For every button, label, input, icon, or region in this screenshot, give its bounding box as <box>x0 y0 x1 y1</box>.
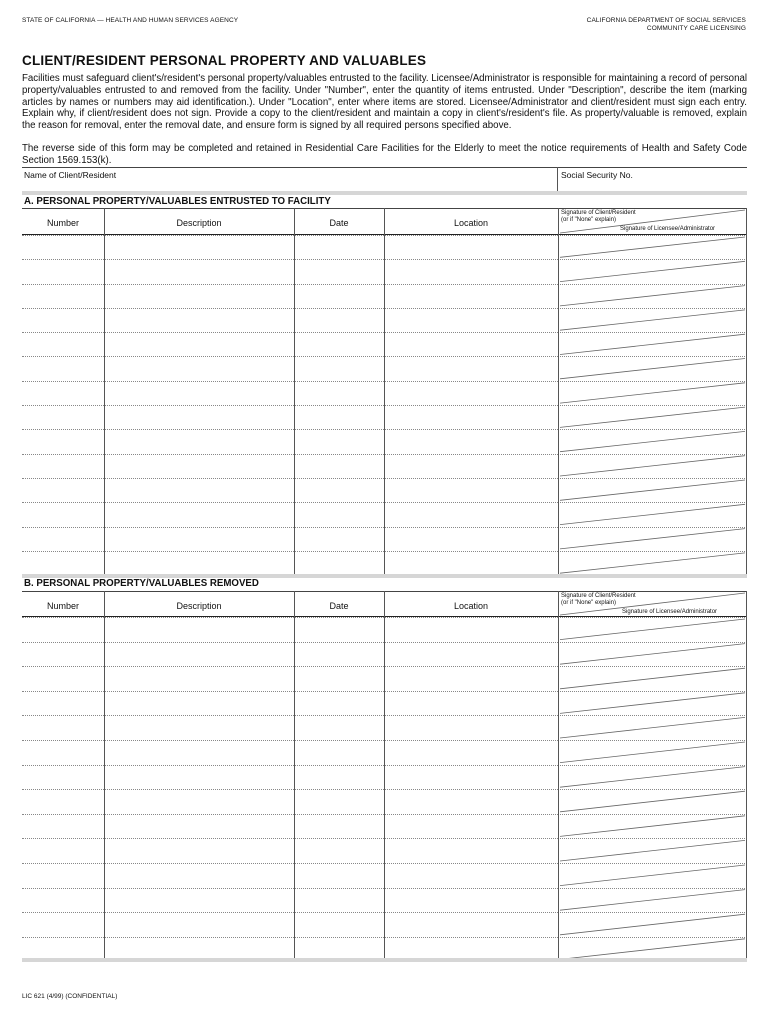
section-b-cell-date[interactable] <box>294 839 384 864</box>
ssn-label: Social Security No. <box>561 170 633 180</box>
section-b-col-date: Date <box>329 601 349 611</box>
section-b-cell-number[interactable] <box>22 814 104 839</box>
section-b-cell-location[interactable] <box>384 667 558 692</box>
field-top-rule <box>22 167 747 168</box>
section-a-cell-date[interactable] <box>294 357 384 381</box>
section-b-sig-admin-label: Signature of Licensee/Administrator <box>622 609 718 615</box>
section-a-cell-location[interactable] <box>384 260 558 284</box>
section-b-cell-description[interactable] <box>104 691 294 716</box>
section-b-cell-description[interactable] <box>104 863 294 888</box>
section-a-cell-number[interactable] <box>22 551 104 575</box>
section-a-row-diagonal <box>560 261 745 281</box>
section-a-cell-description[interactable] <box>104 478 294 502</box>
section-a-cell-description[interactable] <box>104 357 294 381</box>
section-b-cell-date[interactable] <box>294 913 384 938</box>
section-a-cell-date[interactable] <box>294 284 384 308</box>
section-b-cell-description[interactable] <box>104 740 294 765</box>
form-number-footer: LIC 621 (4/99) (CONFIDENTIAL) <box>22 993 118 1000</box>
section-a-row-diagonal <box>560 480 745 500</box>
section-a-row-diagonal <box>560 334 745 354</box>
section-a-col-location: Location <box>453 218 489 228</box>
section-b-cell-number[interactable] <box>22 740 104 765</box>
section-a-cell-number[interactable] <box>22 381 104 405</box>
section-b-cell-date[interactable] <box>294 790 384 815</box>
section-b-cell-date[interactable] <box>294 740 384 765</box>
section-a-row-diagonal <box>560 383 745 403</box>
section-b-row-diagonal <box>560 717 745 738</box>
section-b-cell-description[interactable] <box>104 913 294 938</box>
client-name-label: Name of Client/Resident <box>24 170 117 180</box>
department-name: CALIFORNIA DEPARTMENT OF SOCIAL SERVICES <box>586 17 746 24</box>
section-b-header-diagonal <box>560 593 745 615</box>
section-a-cell-date[interactable] <box>294 503 384 527</box>
section-a-cell-location[interactable] <box>384 478 558 502</box>
section-a-cell-description[interactable] <box>104 406 294 430</box>
section-a-cell-date[interactable] <box>294 454 384 478</box>
section-b-cell-description[interactable] <box>104 790 294 815</box>
section-a-row-diagonal <box>560 286 745 306</box>
section-a-cell-date[interactable] <box>294 430 384 454</box>
section-b-row-diagonal <box>560 644 745 665</box>
bottom-shade-bar <box>22 958 747 962</box>
section-b-cell-description[interactable] <box>104 839 294 864</box>
section-a-row-diagonal <box>560 529 745 549</box>
section-a-cell-date[interactable] <box>294 333 384 357</box>
section-a-cell-number[interactable] <box>22 454 104 478</box>
section-a-cell-location[interactable] <box>384 503 558 527</box>
reverse-side-note: The reverse side of this form may be completed and retained in Residential Care Facilities for the Elderly to meet the notice requirements of Health and Safety Code Section 1569.153(k). <box>22 143 747 166</box>
section-b-cell-number[interactable] <box>22 716 104 741</box>
section-b-cell-date[interactable] <box>294 667 384 692</box>
section-a-table <box>22 208 747 578</box>
section-a-col-description: Description <box>176 218 222 228</box>
section-a-cell-date[interactable] <box>294 308 384 332</box>
section-b-title: B. PERSONAL PROPERTY/VALUABLES REMOVED <box>24 578 259 589</box>
section-b-col-location: Location <box>453 601 489 611</box>
section-b-sig-client-label: Signature of Client/Resident (or if "None" explain) <box>561 593 636 606</box>
section-a-cell-number[interactable] <box>22 406 104 430</box>
section-b-row-diagonal <box>560 840 745 861</box>
section-b-cell-number[interactable] <box>22 913 104 938</box>
section-a-col-date: Date <box>329 218 349 228</box>
section-a-cell-number[interactable] <box>22 478 104 502</box>
section-a-cell-description[interactable] <box>104 454 294 478</box>
instructions-paragraph: Facilities must safeguard client's/resident's personal property/valuables entrusted to the facility. Licensee/Administrator is responsible for maintaining a record of personal property/valuables entrusted to and removed from the facility. Under "Number", enter the quantity of items entrusted. Under "Description", describe the item (marking articles by names or numbers may aid identification.). Under "Location", enter where items are stored. Licensee/Administrator and client/resident must sign each entry. Explain why, if client/resident does not sign. Provide a copy to the client/resident and maintain a copy in client's/resident's file. As property/valuable is removed, explain the reason for removal, enter the removal date, and ensure form is signed by all required persons specified above. <box>22 73 747 132</box>
section-a-shade-bar <box>22 191 747 195</box>
section-a-cell-description[interactable] <box>104 333 294 357</box>
section-b-cell-number[interactable] <box>22 642 104 667</box>
section-a-cell-description[interactable] <box>104 284 294 308</box>
section-a-cell-description[interactable] <box>104 236 294 260</box>
section-b-row-diagonal <box>560 816 745 837</box>
section-a-title: A. PERSONAL PROPERTY/VALUABLES ENTRUSTED TO FACILITY <box>24 196 331 207</box>
section-b-cell-date[interactable] <box>294 716 384 741</box>
section-a-cell-location[interactable] <box>384 284 558 308</box>
section-b-cell-date[interactable] <box>294 691 384 716</box>
section-a-cell-location[interactable] <box>384 236 558 260</box>
section-b-col-description: Description <box>176 601 222 611</box>
section-a-sig-admin-label: Signature of Licensee/Administrator <box>620 226 716 232</box>
section-a-cell-location[interactable] <box>384 406 558 430</box>
client-name-field[interactable] <box>22 169 557 191</box>
section-a-row-diagonal <box>560 310 745 330</box>
section-b-row-diagonal <box>560 865 745 886</box>
section-b-cell-location[interactable] <box>384 740 558 765</box>
section-b-cell-location[interactable] <box>384 642 558 667</box>
section-a-cell-description[interactable] <box>104 503 294 527</box>
section-b-cell-location[interactable] <box>384 888 558 913</box>
section-b-cell-date[interactable] <box>294 765 384 790</box>
section-a-row-diagonal <box>560 237 745 257</box>
section-b-row-diagonal <box>560 791 745 812</box>
section-b-cell-location[interactable] <box>384 691 558 716</box>
section-a-col-number: Number <box>46 218 79 228</box>
section-b-cell-description[interactable] <box>104 642 294 667</box>
section-a-row-diagonal <box>560 359 745 379</box>
section-a-cell-date[interactable] <box>294 381 384 405</box>
section-a-cell-location[interactable] <box>384 527 558 551</box>
section-a-cell-number[interactable] <box>22 527 104 551</box>
section-a-cell-number[interactable] <box>22 260 104 284</box>
section-b-cell-number[interactable] <box>22 863 104 888</box>
section-b-cell-date[interactable] <box>294 888 384 913</box>
section-a-signature-diagonals <box>558 208 747 574</box>
section-a-cell-description[interactable] <box>104 527 294 551</box>
section-b-signature-diagonals <box>558 591 747 959</box>
section-a-cell-date[interactable] <box>294 478 384 502</box>
section-b-cell-number[interactable] <box>22 691 104 716</box>
section-a-cell-date[interactable] <box>294 406 384 430</box>
section-b-cell-description[interactable] <box>104 618 294 643</box>
section-a-cell-location[interactable] <box>384 430 558 454</box>
division-name: COMMUNITY CARE LICENSING <box>646 25 746 32</box>
section-a-row-diagonal <box>560 504 745 524</box>
section-a-cell-description[interactable] <box>104 430 294 454</box>
section-a-cell-number[interactable] <box>22 333 104 357</box>
section-b-cell-location[interactable] <box>384 913 558 938</box>
section-b-cell-description[interactable] <box>104 814 294 839</box>
form-title: CLIENT/RESIDENT PERSONAL PROPERTY AND VALUABLES <box>22 53 427 68</box>
section-b-row-diagonal <box>560 767 745 788</box>
section-b-cell-description[interactable] <box>104 888 294 913</box>
section-b-cell-number[interactable] <box>22 790 104 815</box>
section-b-cell-location[interactable] <box>384 863 558 888</box>
section-b-cell-location[interactable] <box>384 618 558 643</box>
section-b-cell-location[interactable] <box>384 765 558 790</box>
section-b-cell-location[interactable] <box>384 839 558 864</box>
section-a-cell-description[interactable] <box>104 551 294 575</box>
section-b-row-diagonal <box>560 914 745 935</box>
section-b-row-diagonal <box>560 668 745 689</box>
section-b-cell-description[interactable] <box>104 716 294 741</box>
section-a-row-diagonal <box>560 553 745 573</box>
section-a-cell-location[interactable] <box>384 357 558 381</box>
section-b-cell-number[interactable] <box>22 667 104 692</box>
section-a-row-diagonal <box>560 456 745 476</box>
section-b-cell-location[interactable] <box>384 790 558 815</box>
section-b-row-diagonal <box>560 742 745 763</box>
section-a-cell-number[interactable] <box>22 236 104 260</box>
section-a-cell-date[interactable] <box>294 527 384 551</box>
section-a-cell-date[interactable] <box>294 260 384 284</box>
section-b-cell-description[interactable] <box>104 765 294 790</box>
section-a-cell-number[interactable] <box>22 308 104 332</box>
section-a-cell-description[interactable] <box>104 308 294 332</box>
section-b-row-diagonal <box>560 693 745 714</box>
section-b-cell-description[interactable] <box>104 667 294 692</box>
section-b-cell-number[interactable] <box>22 618 104 643</box>
section-b-cell-location[interactable] <box>384 814 558 839</box>
section-b-cell-date[interactable] <box>294 618 384 643</box>
section-a-cell-description[interactable] <box>104 260 294 284</box>
section-a-cell-date[interactable] <box>294 236 384 260</box>
section-a-cell-location[interactable] <box>384 333 558 357</box>
section-b-cell-date[interactable] <box>294 642 384 667</box>
section-a-row-diagonal <box>560 407 745 427</box>
section-a-cell-date[interactable] <box>294 551 384 575</box>
section-a-cell-location[interactable] <box>384 551 558 575</box>
section-a-cell-number[interactable] <box>22 357 104 381</box>
section-b-cell-number[interactable] <box>22 765 104 790</box>
section-a-cell-location[interactable] <box>384 308 558 332</box>
section-a-sig-client-label: Signature of Client/Resident (or if "None" explain) <box>561 210 636 223</box>
section-b-row-diagonal <box>560 619 745 640</box>
section-b-cell-number[interactable] <box>22 888 104 913</box>
section-b-row-diagonal <box>560 939 745 959</box>
section-a-row-diagonal <box>560 431 745 451</box>
section-a-cell-number[interactable] <box>22 503 104 527</box>
section-a-cell-number[interactable] <box>22 284 104 308</box>
section-a-header-diagonal <box>560 210 745 233</box>
section-a-cell-location[interactable] <box>384 381 558 405</box>
section-b-cell-date[interactable] <box>294 814 384 839</box>
section-a-cell-description[interactable] <box>104 381 294 405</box>
section-a-cell-number[interactable] <box>22 430 104 454</box>
section-b-cell-location[interactable] <box>384 716 558 741</box>
ssn-field[interactable] <box>558 169 747 191</box>
section-b-row-diagonal <box>560 890 745 911</box>
section-b-table <box>22 591 747 961</box>
section-a-cell-location[interactable] <box>384 454 558 478</box>
section-b-cell-number[interactable] <box>22 839 104 864</box>
section-b-cell-date[interactable] <box>294 863 384 888</box>
section-b-col-number: Number <box>46 601 79 611</box>
agency-header: STATE OF CALIFORNIA — HEALTH AND HUMAN SERVICES AGENCY <box>22 17 239 24</box>
department-header <box>587 17 746 33</box>
